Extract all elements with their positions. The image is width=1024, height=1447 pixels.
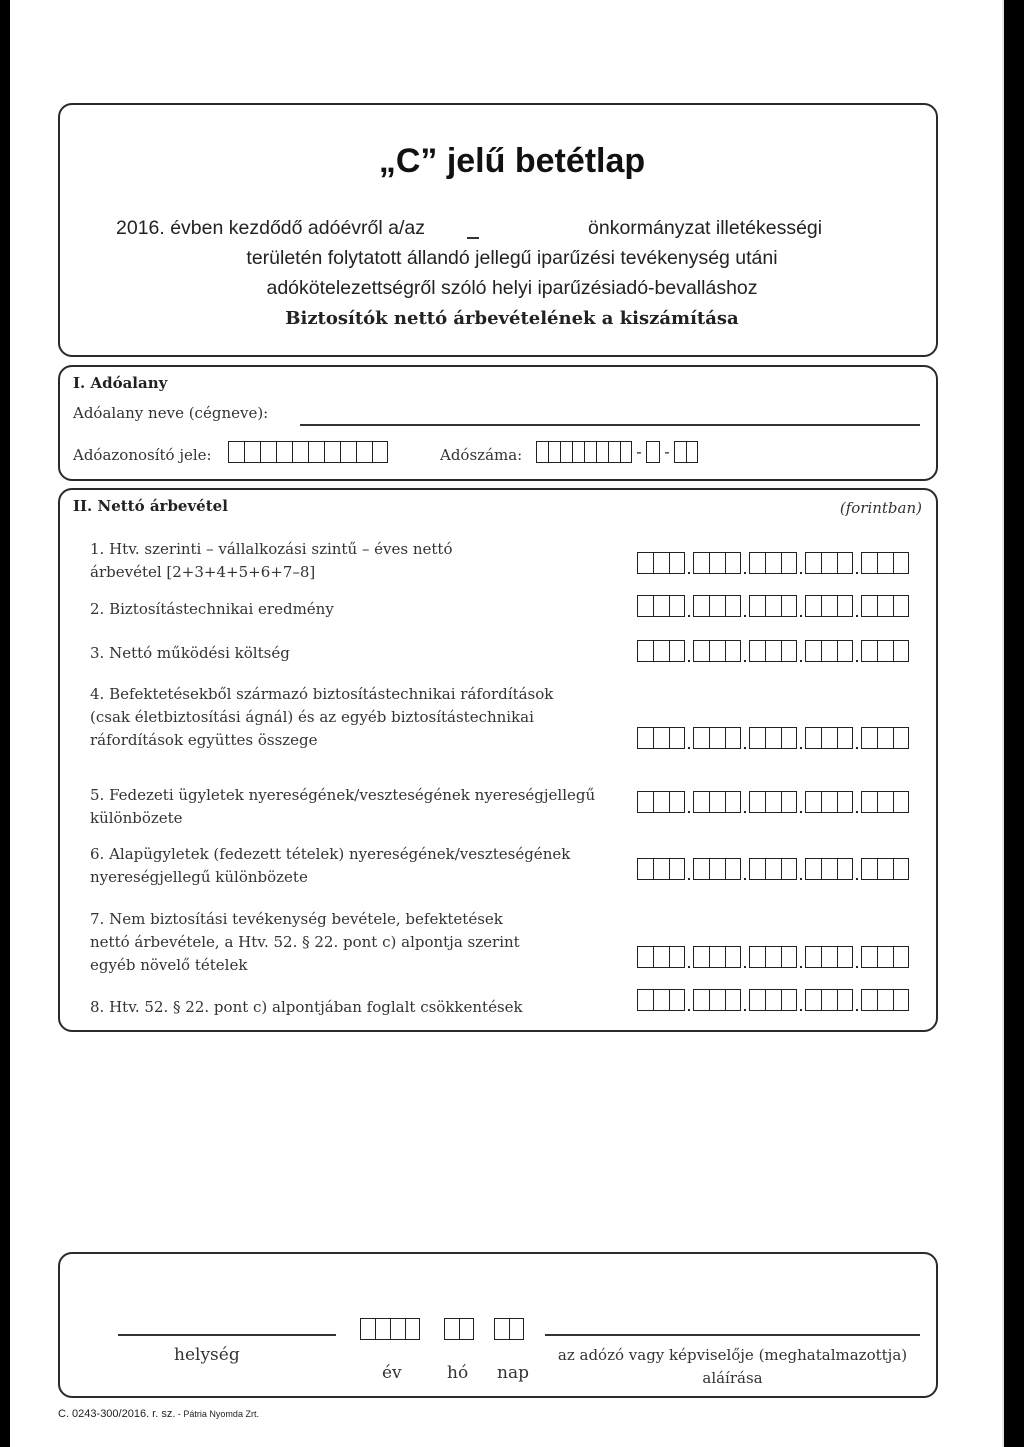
taxno-cell[interactable] (620, 441, 632, 463)
row-6-label: nyereségjellegű különbözete (90, 868, 308, 886)
signature-caption-1: az adózó vagy képviselője (meghatalmazottja) (557, 1346, 908, 1364)
thousand-separator (797, 791, 805, 813)
amount-cell[interactable] (805, 989, 821, 1011)
taxno-cell[interactable] (584, 441, 596, 463)
amount-cell[interactable] (805, 595, 821, 617)
header-line-1-suffix: önkormányzat illetékességi (588, 217, 823, 239)
thousand-separator (685, 727, 693, 749)
row-4-label: ráfordítások együttes összege (90, 731, 318, 749)
thousand-separator (741, 858, 749, 880)
thousand-separator (853, 946, 861, 968)
amount-cell[interactable] (893, 595, 909, 617)
amount-cell[interactable] (709, 727, 725, 749)
row-1-label: árbevétel [2+3+4+5+6+7–8] (90, 563, 316, 581)
amount-cell[interactable] (637, 989, 653, 1011)
amount-cell[interactable] (893, 858, 909, 880)
amount-cell[interactable] (637, 640, 653, 662)
amount-cell[interactable] (637, 858, 653, 880)
thousand-separator (741, 595, 749, 617)
amount-cell[interactable] (837, 552, 853, 574)
taxno-cell[interactable] (608, 441, 620, 463)
thousand-separator (685, 791, 693, 813)
thousand-separator (685, 595, 693, 617)
taxid-cell[interactable] (228, 441, 244, 463)
thousand-separator (685, 946, 693, 968)
amount-cell[interactable] (821, 946, 837, 968)
amount-cell[interactable] (821, 552, 837, 574)
amount-cell[interactable] (877, 858, 893, 880)
amount-cell[interactable] (669, 727, 685, 749)
amount-cell[interactable] (765, 727, 781, 749)
taxno-cell[interactable] (646, 441, 660, 463)
amount-cell[interactable] (821, 858, 837, 880)
amount-cell[interactable] (765, 946, 781, 968)
amount-cell[interactable] (693, 727, 709, 749)
amount-cell[interactable] (781, 552, 797, 574)
thousand-separator (797, 595, 805, 617)
day-cell[interactable] (494, 1318, 509, 1340)
amount-cell[interactable] (805, 791, 821, 813)
amount-cell[interactable] (637, 791, 653, 813)
form-code-text: C. 0243-300/2016. r. sz. (58, 1408, 176, 1420)
row-7-label: egyéb növelő tételek (90, 956, 248, 974)
amount-cell[interactable] (765, 791, 781, 813)
taxid-cell[interactable] (324, 441, 340, 463)
amount-cell[interactable] (669, 640, 685, 662)
amount-cell[interactable] (653, 595, 669, 617)
thousand-separator (685, 858, 693, 880)
amount-cell[interactable] (709, 858, 725, 880)
row-2-amount-cells[interactable] (637, 595, 909, 617)
amount-cell[interactable] (765, 595, 781, 617)
row-5-label: különbözete (90, 809, 183, 827)
amount-cell[interactable] (781, 595, 797, 617)
year-label: év (382, 1363, 402, 1383)
row-5-label: 5. Fedezeti ügyletek nyereségének/veszteségének nyereségjellegű (90, 786, 596, 804)
amount-cell[interactable] (893, 640, 909, 662)
amount-cell[interactable] (805, 640, 821, 662)
amount-cell[interactable] (781, 791, 797, 813)
taxno-cell[interactable] (686, 441, 698, 463)
taxno-cell[interactable] (560, 441, 572, 463)
amount-cell[interactable] (861, 727, 877, 749)
amount-cell[interactable] (709, 552, 725, 574)
row-5-amount-cells[interactable] (637, 791, 909, 813)
taxno-dash-2: - (664, 442, 670, 461)
amount-cell[interactable] (709, 595, 725, 617)
amount-cell[interactable] (725, 727, 741, 749)
thousand-separator (797, 989, 805, 1011)
amount-cell[interactable] (725, 791, 741, 813)
row-8-label: 8. Htv. 52. § 22. pont c) alpontjában foglalt csökkentések (90, 998, 523, 1016)
row-7-amount-cells[interactable] (637, 946, 909, 968)
amount-cell[interactable] (653, 989, 669, 1011)
amount-cell[interactable] (749, 640, 765, 662)
year-cell[interactable] (375, 1318, 390, 1340)
amount-cell[interactable] (781, 727, 797, 749)
row-4-amount-cells[interactable] (637, 727, 909, 749)
amount-cell[interactable] (709, 946, 725, 968)
thousand-separator (853, 989, 861, 1011)
row-3-label: 3. Nettó működési költség (90, 644, 290, 662)
amount-cell[interactable] (821, 595, 837, 617)
amount-cell[interactable] (781, 946, 797, 968)
row-6-amount-cells[interactable] (637, 858, 909, 880)
taxno-cells[interactable] (536, 441, 698, 463)
taxid-cell[interactable] (308, 441, 324, 463)
row-1-amount-cells[interactable] (637, 552, 909, 574)
thousand-separator (741, 791, 749, 813)
taxno-cell[interactable] (674, 441, 686, 463)
thousand-separator (853, 552, 861, 574)
amount-cell[interactable] (669, 595, 685, 617)
amount-cell[interactable] (821, 791, 837, 813)
amount-cell[interactable] (749, 791, 765, 813)
amount-cell[interactable] (805, 858, 821, 880)
amount-cell[interactable] (693, 552, 709, 574)
amount-cell[interactable] (837, 946, 853, 968)
taxno-cell[interactable] (548, 441, 560, 463)
thousand-separator (685, 552, 693, 574)
amount-cell[interactable] (669, 858, 685, 880)
taxid-cell[interactable] (356, 441, 372, 463)
amount-cell[interactable] (725, 989, 741, 1011)
taxno-cell[interactable] (572, 441, 584, 463)
thousand-separator (853, 640, 861, 662)
thousand-separator (741, 727, 749, 749)
year-cell[interactable] (405, 1318, 420, 1340)
header-line-2: területén folytatott állandó jellegű iparűzési tevékenység utáni (246, 247, 778, 269)
name-label: Adóalany neve (cégneve): (73, 404, 269, 422)
row-7-label: nettó árbevétele, a Htv. 52. § 22. pont c) alpontja szerint (90, 933, 520, 951)
row-3-amount-cells[interactable] (637, 640, 909, 662)
taxid-label: Adóazonosító jele: (73, 446, 212, 464)
amount-cell[interactable] (893, 946, 909, 968)
taxid-cell[interactable] (276, 441, 292, 463)
row-8-amount-cells[interactable] (637, 989, 909, 1011)
thousand-separator (741, 640, 749, 662)
taxid-cell[interactable] (292, 441, 308, 463)
row-1-label: 1. Htv. szerinti – vállalkozási szintű – éves nettó (90, 540, 453, 558)
thousand-separator (853, 727, 861, 749)
place-label: helység (174, 1345, 240, 1365)
amount-cell[interactable] (821, 727, 837, 749)
thousand-separator (741, 552, 749, 574)
day-cells[interactable] (494, 1318, 524, 1340)
amount-cell[interactable] (781, 989, 797, 1011)
taxid-cell[interactable] (372, 441, 388, 463)
name-field[interactable] (300, 424, 920, 426)
amount-cell[interactable] (765, 640, 781, 662)
header-line-1 (116, 213, 425, 243)
amount-cell[interactable] (877, 989, 893, 1011)
thousand-separator (797, 640, 805, 662)
month-cell[interactable] (444, 1318, 459, 1340)
amount-cell[interactable] (749, 595, 765, 617)
thousand-separator (797, 552, 805, 574)
amount-cell[interactable] (725, 946, 741, 968)
amount-cell[interactable] (725, 595, 741, 617)
municipality-blank (467, 237, 479, 239)
amount-cell[interactable] (653, 552, 669, 574)
thousand-separator (741, 946, 749, 968)
month-cell[interactable] (459, 1318, 474, 1340)
thousand-separator (797, 858, 805, 880)
amount-cell[interactable] (877, 727, 893, 749)
row-4-label: 4. Befektetésekből származó biztosítástechnikai ráfordítások (90, 685, 554, 703)
amount-cell[interactable] (837, 858, 853, 880)
amount-cell[interactable] (821, 640, 837, 662)
header-line-1-prefix: 2016. évben kezdődő adóévről a/az (116, 217, 425, 239)
row-6-label: 6. Alapügyletek (fedezett tételek) nyereségének/veszteségének (90, 845, 571, 863)
amount-cell[interactable] (837, 989, 853, 1011)
row-7-label: 7. Nem biztosítási tevékenység bevétele, befektetések (90, 910, 503, 928)
amount-cell[interactable] (653, 946, 669, 968)
thousand-separator (741, 989, 749, 1011)
amount-cell[interactable] (693, 791, 709, 813)
amount-cell[interactable] (669, 946, 685, 968)
amount-cell[interactable] (765, 552, 781, 574)
form-code (58, 1408, 259, 1420)
amount-cell[interactable] (861, 552, 877, 574)
taxid-cell[interactable] (260, 441, 276, 463)
thousand-separator (853, 595, 861, 617)
amount-cell[interactable] (781, 640, 797, 662)
amount-cell[interactable] (861, 595, 877, 617)
amount-cell[interactable] (709, 640, 725, 662)
taxno-dash-1: - (636, 442, 642, 461)
month-label: hó (447, 1363, 469, 1383)
amount-cell[interactable] (821, 989, 837, 1011)
thousand-separator (685, 640, 693, 662)
thousand-separator (797, 727, 805, 749)
amount-cell[interactable] (805, 727, 821, 749)
amount-cell[interactable] (893, 791, 909, 813)
thousand-separator (797, 946, 805, 968)
amount-cell[interactable] (749, 858, 765, 880)
amount-cell[interactable] (637, 946, 653, 968)
amount-cell[interactable] (861, 858, 877, 880)
amount-cell[interactable] (837, 727, 853, 749)
amount-cell[interactable] (877, 552, 893, 574)
section-2-heading: II. Nettó árbevétel (73, 497, 228, 515)
amount-cell[interactable] (653, 858, 669, 880)
amount-cell[interactable] (653, 727, 669, 749)
amount-cell[interactable] (877, 595, 893, 617)
amount-cell[interactable] (637, 727, 653, 749)
amount-cell[interactable] (861, 791, 877, 813)
amount-cell[interactable] (669, 791, 685, 813)
amount-cell[interactable] (893, 727, 909, 749)
taxid-cells[interactable] (228, 441, 388, 463)
amount-cell[interactable] (669, 989, 685, 1011)
page-title: „C” jelű betétlap (378, 142, 646, 180)
amount-cell[interactable] (725, 640, 741, 662)
amount-cell[interactable] (877, 946, 893, 968)
amount-cell[interactable] (781, 858, 797, 880)
place-line[interactable] (118, 1334, 336, 1336)
amount-cell[interactable] (653, 640, 669, 662)
amount-cell[interactable] (749, 989, 765, 1011)
month-cells[interactable] (444, 1318, 474, 1340)
thousand-separator (853, 791, 861, 813)
amount-cell[interactable] (637, 552, 653, 574)
row-2-label: 2. Biztosítástechnikai eredmény (90, 600, 334, 618)
thousand-separator (853, 858, 861, 880)
taxid-cell[interactable] (244, 441, 260, 463)
amount-cell[interactable] (837, 640, 853, 662)
year-cells[interactable] (360, 1318, 420, 1340)
header-line-3: adókötelezettségről szóló helyi iparűzésiadó-bevalláshoz (266, 277, 758, 299)
amount-cell[interactable] (877, 791, 893, 813)
amount-cell[interactable] (749, 946, 765, 968)
amount-cell[interactable] (765, 858, 781, 880)
amount-cell[interactable] (709, 791, 725, 813)
amount-cell[interactable] (693, 595, 709, 617)
amount-cell[interactable] (877, 640, 893, 662)
printer-text: - Pátria Nyomda Zrt. (175, 1409, 259, 1419)
amount-cell[interactable] (861, 989, 877, 1011)
year-cell[interactable] (390, 1318, 405, 1340)
amount-cell[interactable] (709, 989, 725, 1011)
amount-cell[interactable] (637, 595, 653, 617)
amount-cell[interactable] (837, 595, 853, 617)
header-line-4 (0, 303, 1024, 334)
amount-cell[interactable] (725, 552, 741, 574)
amount-cell[interactable] (693, 858, 709, 880)
taxno-label: Adószáma: (440, 446, 523, 464)
amount-cell[interactable] (861, 946, 877, 968)
day-label: nap (497, 1363, 529, 1383)
day-cell[interactable] (509, 1318, 524, 1340)
taxid-cell[interactable] (340, 441, 356, 463)
amount-cell[interactable] (653, 791, 669, 813)
amount-cell[interactable] (693, 640, 709, 662)
taxno-cell[interactable] (596, 441, 608, 463)
amount-cell[interactable] (749, 727, 765, 749)
signature-line[interactable] (545, 1334, 920, 1336)
amount-cell[interactable] (749, 552, 765, 574)
amount-cell[interactable] (765, 989, 781, 1011)
section-1-heading: I. Adóalany (73, 374, 168, 392)
header-line-4-text: Biztosítók nettó árbevételének a kiszámítása (285, 308, 739, 329)
amount-cell[interactable] (693, 946, 709, 968)
amount-cell[interactable] (725, 858, 741, 880)
signature-caption-2: aláírása (702, 1369, 763, 1387)
unit-label: (forintban) (839, 499, 922, 517)
year-cell[interactable] (360, 1318, 375, 1340)
amount-cell[interactable] (837, 791, 853, 813)
page-edge (1002, 0, 1004, 1447)
amount-cell[interactable] (861, 640, 877, 662)
row-4-label: (csak életbiztosítási ágnál) és az egyéb biztosítástechnikai (90, 708, 534, 726)
thousand-separator (685, 989, 693, 1011)
amount-cell[interactable] (693, 989, 709, 1011)
amount-cell[interactable] (805, 946, 821, 968)
amount-cell[interactable] (893, 989, 909, 1011)
amount-cell[interactable] (893, 552, 909, 574)
amount-cell[interactable] (805, 552, 821, 574)
taxno-cell[interactable] (536, 441, 548, 463)
amount-cell[interactable] (669, 552, 685, 574)
